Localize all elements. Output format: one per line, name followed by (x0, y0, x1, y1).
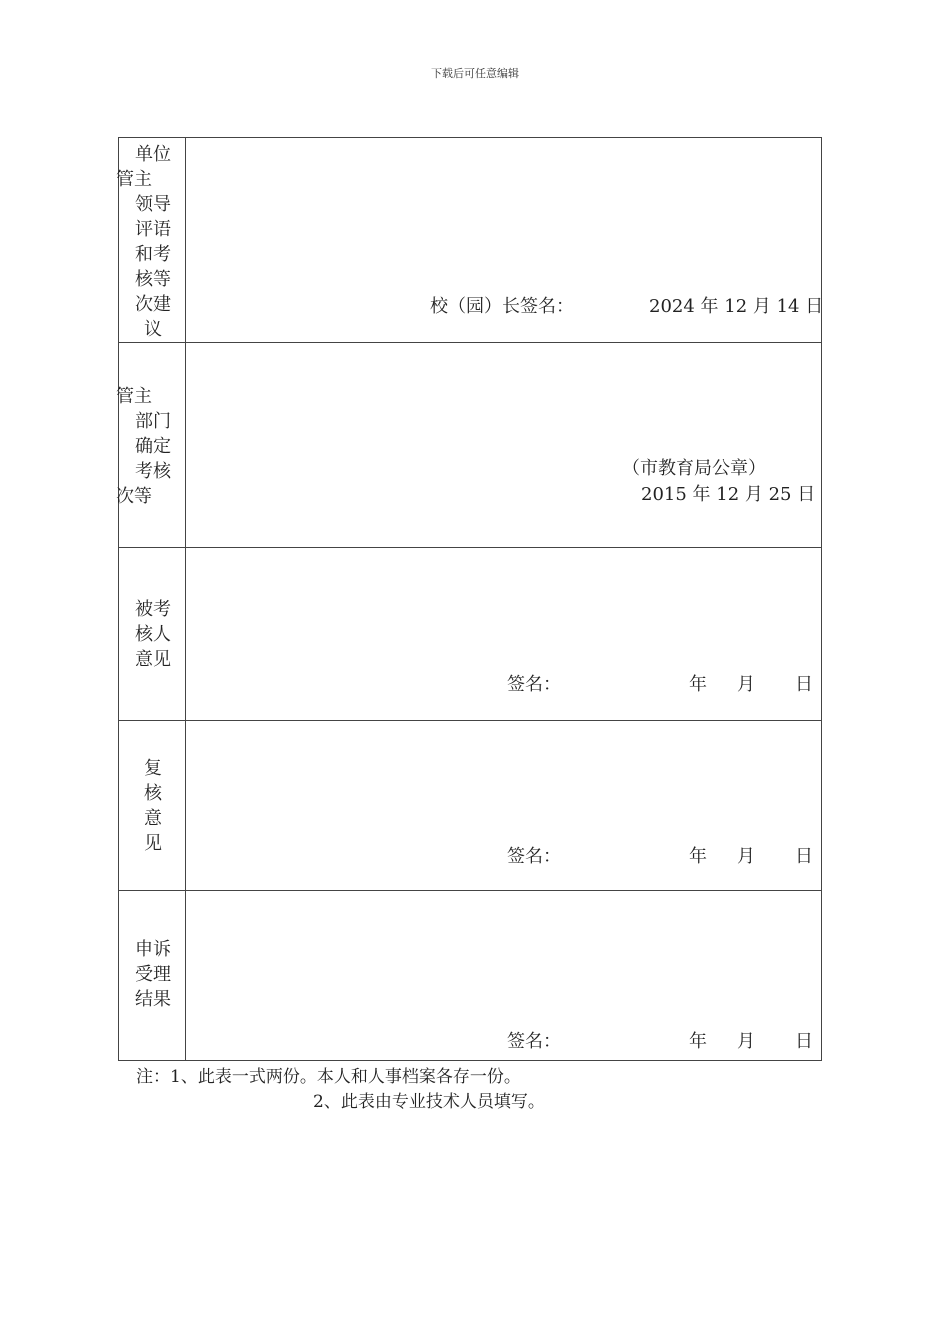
label-line: 核人 (135, 624, 171, 645)
label-line: 单位 (135, 144, 171, 165)
year-label: 年 (689, 846, 707, 867)
signature-label: 签名： (507, 846, 561, 867)
label-line: 议 (144, 319, 162, 340)
label-line: 部门 (135, 411, 171, 432)
footnote-2: 2、此表由专业技术人员填写。 (313, 1092, 545, 1112)
label-line: 结果 (135, 989, 171, 1010)
label-cell (119, 721, 186, 890)
row-department-grade (116, 343, 821, 548)
row-leader-comment (116, 138, 824, 343)
signature-label: 签名： (507, 674, 561, 695)
row-appeal-result (119, 891, 821, 1060)
label-cell (116, 138, 186, 342)
label-line: 评语 (135, 219, 171, 240)
page-header: 下载后可任意编辑 (431, 67, 519, 80)
label-line: 意见 (135, 649, 171, 670)
label-line: 次建 (135, 294, 171, 315)
month-label: 月 (737, 674, 755, 695)
label-line: 意 (144, 808, 162, 829)
year-label: 年 (689, 674, 707, 695)
principal-signature-label: 校（园）长签名： (430, 296, 574, 317)
label-line: 管主 (116, 169, 152, 190)
label-line: 受理 (135, 964, 171, 985)
label-line: 次等 (116, 486, 152, 507)
label-line: 核 (144, 783, 162, 804)
label-line: 确定 (135, 436, 171, 457)
label-line: 考核 (135, 461, 171, 482)
label-line: 领导 (135, 194, 171, 215)
row-assessee-opinion (119, 548, 821, 721)
assessment-form-table (118, 137, 822, 1061)
label-cell (116, 343, 186, 547)
label-line: 被考 (135, 599, 171, 620)
label-cell (119, 891, 186, 1060)
seal-date: 2015 年 12 月 25 日 (641, 484, 816, 505)
day-label: 日 (795, 846, 813, 867)
label-line: 见 (144, 833, 162, 854)
signature-date: 2024 年 12 月 14 日 (649, 296, 824, 317)
month-label: 月 (737, 846, 755, 867)
day-label: 日 (795, 1031, 813, 1052)
official-seal-text: （市教育局公章） (622, 458, 766, 479)
year-label: 年 (689, 1031, 707, 1052)
month-label: 月 (737, 1031, 755, 1052)
label-cell (119, 548, 186, 720)
label-line: 申诉 (135, 939, 171, 960)
footnote-1: 注：1、此表一式两份。本人和人事档案各存一份。 (136, 1067, 521, 1087)
label-line: 和考 (135, 244, 171, 265)
day-label: 日 (795, 674, 813, 695)
label-line: 核等 (135, 269, 171, 290)
label-line: 复 (144, 758, 162, 779)
signature-label: 签名： (507, 1031, 561, 1052)
label-line: 管主 (116, 386, 152, 407)
row-review-opinion (119, 721, 821, 891)
